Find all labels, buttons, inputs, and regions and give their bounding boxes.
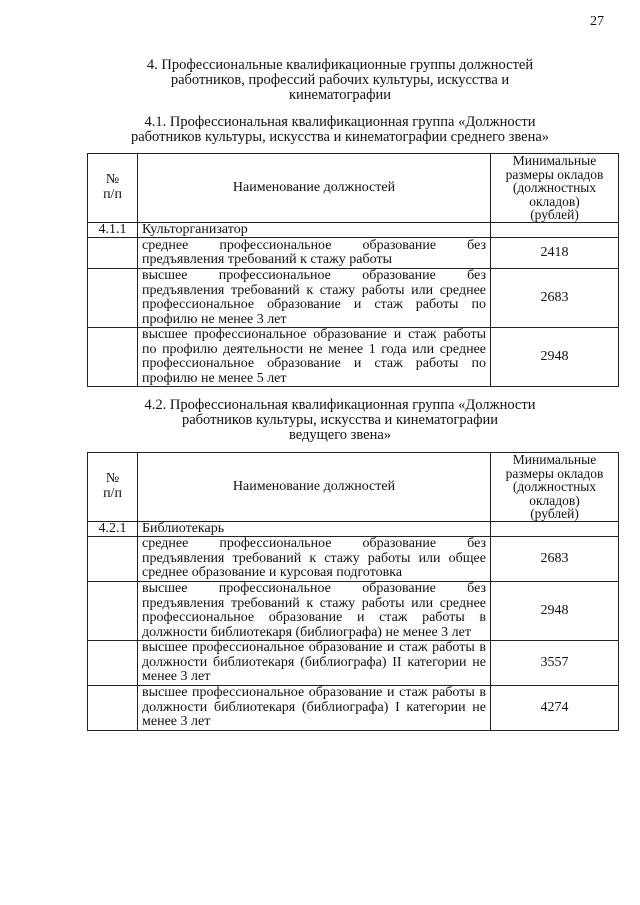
header-salary (491, 453, 619, 522)
table-row (88, 582, 619, 641)
salary-value: 2683 (491, 269, 619, 328)
group-title-line: ведущего звена» (288, 427, 392, 443)
table-row (88, 328, 619, 387)
table-row (88, 537, 619, 582)
group-title-line: работников культуры, искусства и кинематографии (181, 412, 499, 428)
header-salary (491, 154, 619, 223)
header-name: Наименование должностей (138, 453, 491, 522)
header-name: Наименование должностей (138, 154, 491, 223)
salary-value: 2948 (491, 328, 619, 387)
header-salary-line: (должностных (512, 479, 597, 494)
position-row (88, 521, 619, 537)
group-title-line: 4.1. Профессиональная квалификационная группа «Должности (144, 114, 536, 130)
page-number: 27 (590, 14, 604, 29)
header-salary-line: (должностных (512, 180, 597, 195)
section-title (60, 58, 620, 103)
salary-value: 2418 (491, 238, 619, 269)
requirement-text: высшее профессиональное образование и стаж работы по профилю деятельности не менее 1 года или среднее профессиональное образование и стаж работы по профилю не менее 5 лет (138, 328, 491, 387)
header-salary-line: размеры окладов (505, 166, 604, 182)
position-number: 4.1.1 (88, 222, 138, 238)
position-salary-empty (491, 521, 619, 537)
header-salary-line: (рублей) (530, 506, 579, 521)
section-title-line: работников, профессий рабочих культуры, искусства и (170, 72, 510, 88)
salary-value: 4274 (491, 686, 619, 731)
requirement-text: среднее профессиональное образование без предъявления требований к стажу работы или общее среднее образование и курсовая подготовка (138, 537, 491, 582)
header-salary-line: Минимальные (512, 452, 597, 467)
header-num (88, 453, 138, 522)
requirement-text: высшее профессиональное образование и стаж работы в должности библиотекаря (библиографа) I категории не менее 3 лет (138, 686, 491, 731)
header-salary-line: окладов) (529, 193, 580, 209)
salary-table-4-1 (87, 153, 619, 387)
requirement-text: высшее профессиональное образование и стаж работы в должности библиотекаря (библиографа) II категории не менее 3 лет (138, 641, 491, 686)
position-salary-empty (491, 222, 619, 238)
header-salary-line: размеры окладов (505, 465, 604, 481)
salary-table-4-2 (87, 452, 619, 731)
table-row (88, 641, 619, 686)
header-num (88, 154, 138, 223)
requirement-text: высшее профессиональное образование без предъявления требований к стажу работы или среднее профессиональное образование и стаж работы в должности библиотекаря (библиографа) не менее 3 лет (138, 582, 491, 641)
group-title-line: 4.2. Профессиональная квалификационная группа «Должности (144, 397, 536, 413)
header-num-line: № (105, 471, 120, 487)
table-header-row (88, 453, 619, 522)
table-row (88, 686, 619, 731)
salary-value: 2948 (491, 582, 619, 641)
requirement-text: высшее профессиональное образование без предъявления требований к стажу работы или среднее профессиональное образование и стаж работы по профилю не менее 3 лет (138, 269, 491, 328)
position-row (88, 222, 619, 238)
header-num-line: п/п (103, 186, 122, 202)
header-salary-line: (рублей) (530, 207, 579, 222)
position-number: 4.2.1 (88, 521, 138, 537)
position-name: Культорганизатор (138, 222, 491, 238)
section-title-line: кинематографии (288, 87, 392, 103)
table-row (88, 269, 619, 328)
group-title-4-2 (60, 398, 620, 443)
header-salary-line: окладов) (529, 492, 580, 508)
header-num-line: № (105, 172, 120, 188)
table-header-row (88, 154, 619, 223)
position-name: Библиотекарь (138, 521, 491, 537)
header-num-line: п/п (103, 485, 122, 501)
group-title-4-1 (60, 115, 620, 145)
requirement-text: среднее профессиональное образование без предъявления требований к стажу работы (138, 238, 491, 269)
salary-value: 3557 (491, 641, 619, 686)
group-title-line: работников культуры, искусства и кинематографии среднего звена» (130, 129, 550, 145)
section-title-line: 4. Профессиональные квалификационные группы должностей (146, 57, 534, 73)
salary-value: 2683 (491, 537, 619, 582)
header-salary-line: Минимальные (512, 153, 597, 168)
table-row (88, 238, 619, 269)
